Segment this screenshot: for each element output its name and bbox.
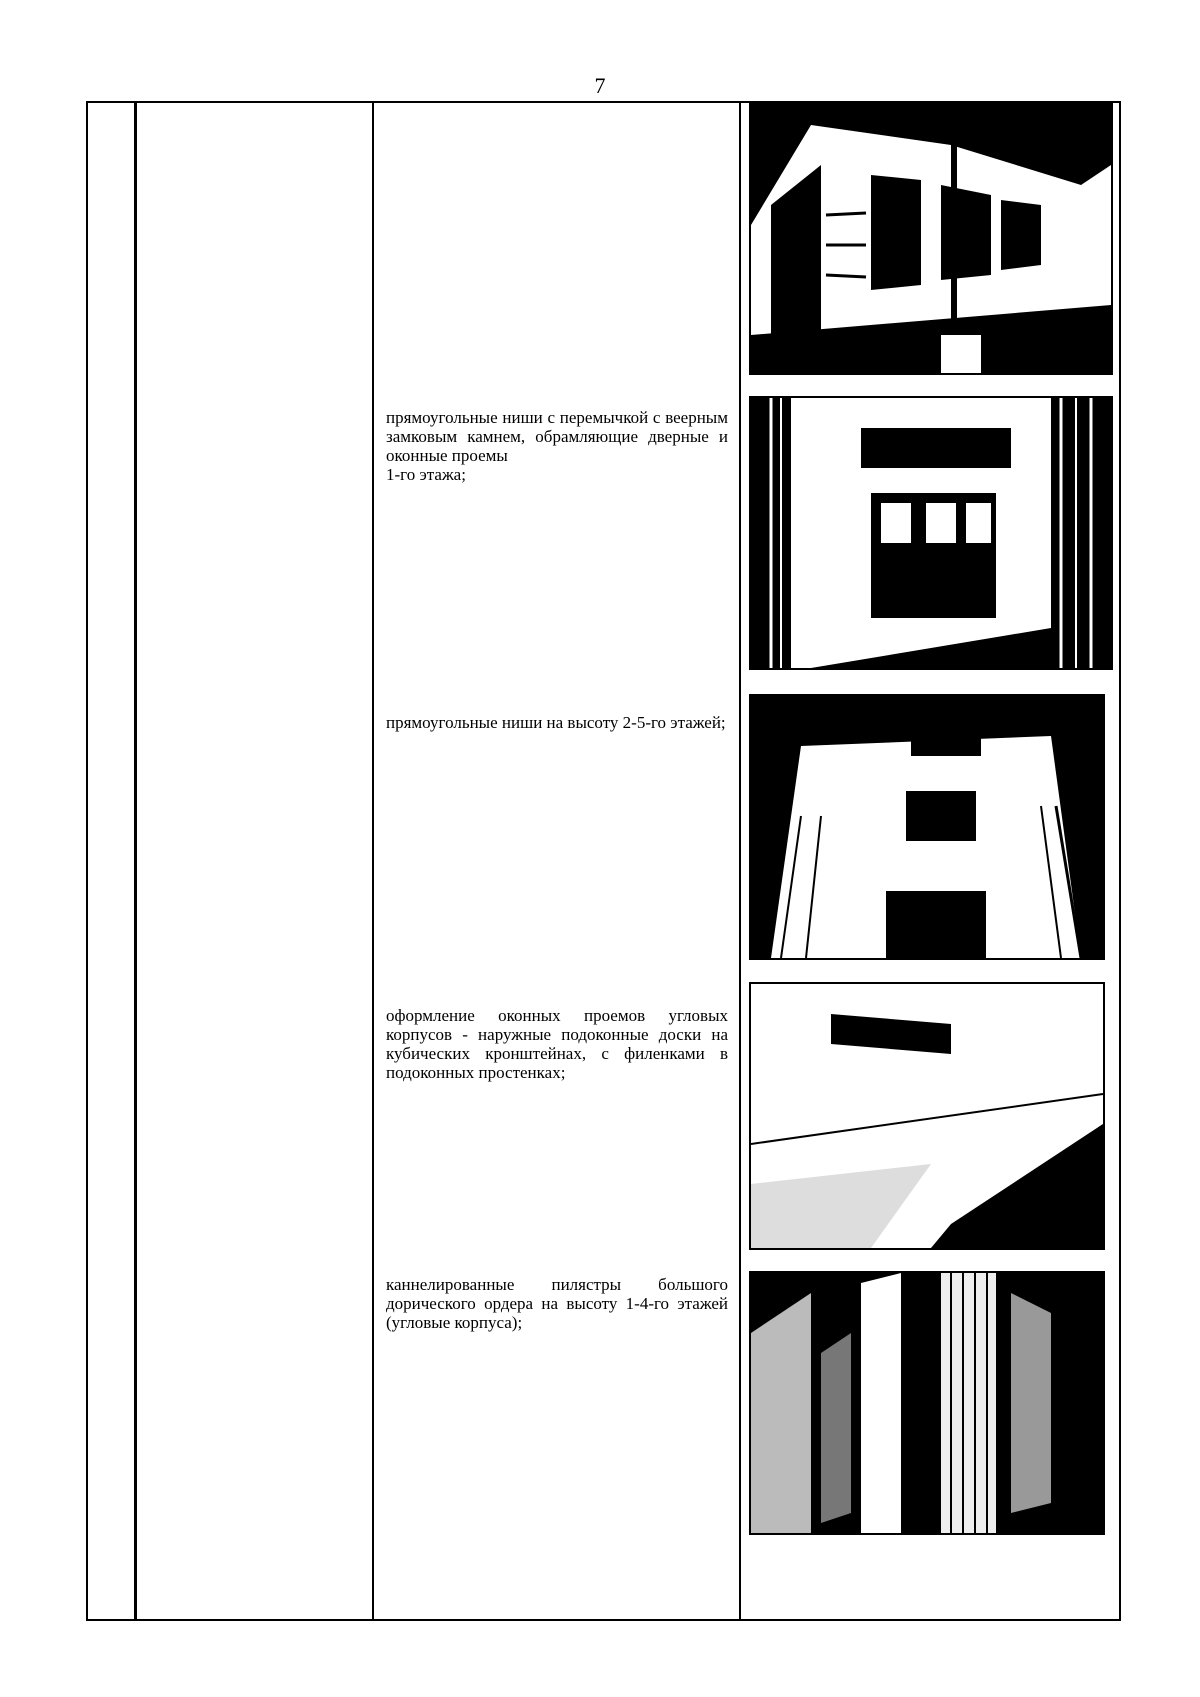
door-niche-photo xyxy=(749,396,1113,670)
column-divider-2 xyxy=(372,103,374,1619)
page-number: 7 xyxy=(594,73,606,98)
pilasters-photo xyxy=(749,1271,1105,1535)
description-text: прямоугольные ниши с перемычкой с веерным замковым камнем, обрамляющие дверные и оконные проемы xyxy=(386,408,728,465)
element-description-1 xyxy=(386,408,728,484)
element-description-2 xyxy=(386,713,728,732)
description-text: оформление оконных проемов угловых корпусов - наружные подоконные доски на кубических кронштейнах, с филенками в подоконных простенках; xyxy=(386,1006,728,1082)
element-description-4 xyxy=(386,1275,728,1332)
element-description-3 xyxy=(386,1006,728,1082)
niches-photo xyxy=(749,694,1105,960)
window-sill-photo xyxy=(749,982,1105,1250)
facade-photo xyxy=(749,103,1113,375)
object-table xyxy=(86,101,1121,1621)
description-text-floor: 1-го этажа; xyxy=(386,465,466,484)
description-text: каннелированные пилястры большого дорического ордера на высоту 1-4-го этажей (угловые корпуса); xyxy=(386,1275,728,1332)
description-text: прямоугольные ниши на высоту 2-5-го этажей; xyxy=(386,713,726,732)
column-divider-3 xyxy=(739,103,741,1619)
column-divider-1 xyxy=(134,103,137,1619)
